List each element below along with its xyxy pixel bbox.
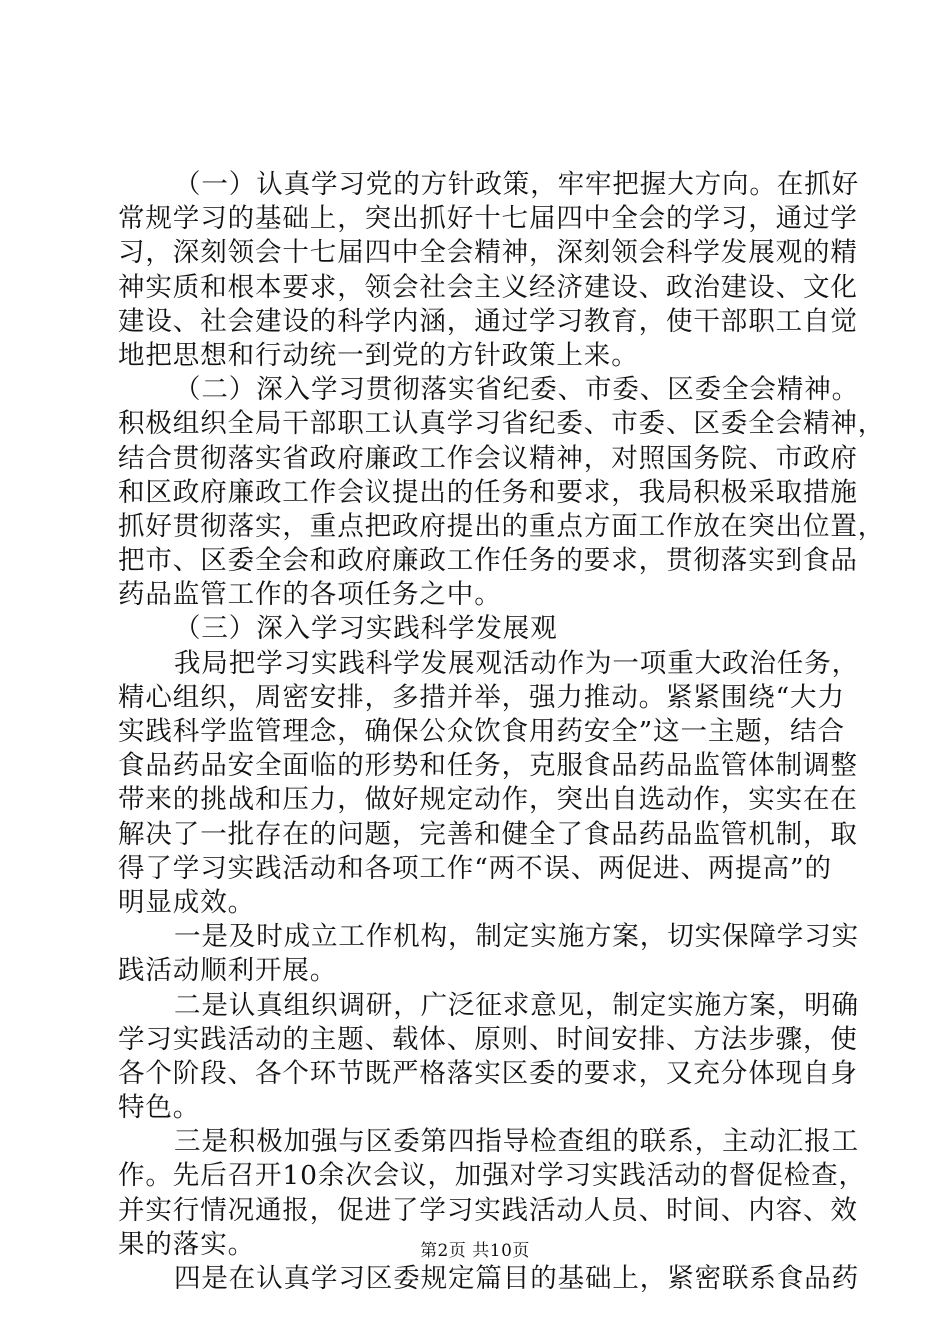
paragraph-first-line: 我局把学习实践科学发展观活动作为一项重大政治任务，	[174, 647, 859, 679]
page-number: 第2页 共10页	[420, 1241, 530, 1261]
paragraph-line: 实践科学监管理念，确保公众饮食用药安全”这一主题，结合	[118, 716, 845, 747]
paragraph-line: 作。先后召开10余次会议，加强对学习实践活动的督促检查，	[118, 1160, 866, 1192]
paragraph-line: 神实质和根本要求，领会社会主义经济建设、政治建设、文化	[118, 271, 858, 303]
paragraph-line: 积极组织全局干部职工认真学习省纪委、市委、区委全会精神，	[118, 408, 886, 440]
paragraph-line: 习，深刻领会十七届四中全会精神，深刻领会科学发展观的精	[118, 237, 858, 269]
paragraph-line: 带来的挑战和压力，做好规定动作，突出自选动作，实实在在	[118, 784, 858, 816]
paragraph-first-line: 一是及时成立工作机构，制定实施方案，切实保障学习实	[174, 921, 859, 953]
paragraph-line: 抓好贯彻落实，重点把政府提出的重点方面工作放在突出位置，	[118, 510, 886, 542]
paragraph-line: 解决了一批存在的问题，完善和健全了食品药品监管机制，取	[118, 818, 858, 850]
paragraph-line: 把市、区委全会和政府廉政工作任务的要求，贯彻落实到食品	[118, 545, 858, 577]
paragraph-line: 特色。	[118, 1092, 201, 1124]
paragraph-line: 学习实践活动的主题、载体、原则、时间安排、方法步骤，使	[118, 1023, 858, 1055]
paragraph-line: 并实行情况通报，促进了学习实践活动人员、时间、内容、效	[118, 1194, 858, 1226]
paragraph-line: 明显成效。	[118, 886, 255, 918]
paragraph-first-line: （三）深入学习实践科学发展观	[174, 613, 558, 645]
paragraph-line: 精心组织，周密安排，多措并举，强力推动。紧紧围绕“大力	[118, 681, 845, 713]
paragraph-first-line: （一）认真学习党的方针政策，牢牢把握大方向。在抓好	[174, 169, 859, 200]
paragraph-line: 践活动顺利开展。	[118, 955, 338, 987]
paragraph-line: 地把思想和行动统一到党的方针政策上来。	[118, 339, 639, 371]
paragraph-line: 结合贯彻落实省政府廉政工作会议精神，对照国务院、市政府	[118, 442, 858, 474]
paragraph-first-line: 二是认真组织调研，广泛征求意见，制定实施方案，明确	[174, 989, 859, 1021]
paragraph-line: 建设、社会建设的科学内涵，通过学习教育，使干部职工自觉	[118, 305, 858, 337]
paragraph-line: 食品药品安全面临的形势和任务，克服食品药品监管体制调整	[118, 750, 858, 782]
paragraph-first-line: 四是在认真学习区委规定篇目的基础上，紧密联系食品药	[174, 1263, 859, 1294]
paragraph-first-line: 三是积极加强与区委第四指导检查组的联系，主动汇报工	[174, 1126, 859, 1158]
paragraph-line: 药品监管工作的各项任务之中。	[118, 579, 502, 611]
paragraph-line: 果的落实。	[118, 1228, 255, 1260]
paragraph-line: 常规学习的基础上，突出抓好十七届四中全会的学习，通过学	[118, 203, 858, 235]
paragraph-line: 各个阶段、各个环节既严格落实区委的要求，又充分体现自身	[118, 1057, 858, 1089]
paragraph-line: 得了学习实践活动和各项工作“两不误、两促进、两提高”的	[118, 852, 832, 884]
paragraph-first-line: （二）深入学习贯彻落实省纪委、市委、区委全会精神。	[174, 374, 859, 406]
document-body	[118, 168, 886, 1296]
paragraph-line: 和区政府廉政工作会议提出的任务和要求，我局积极采取措施	[118, 476, 858, 508]
